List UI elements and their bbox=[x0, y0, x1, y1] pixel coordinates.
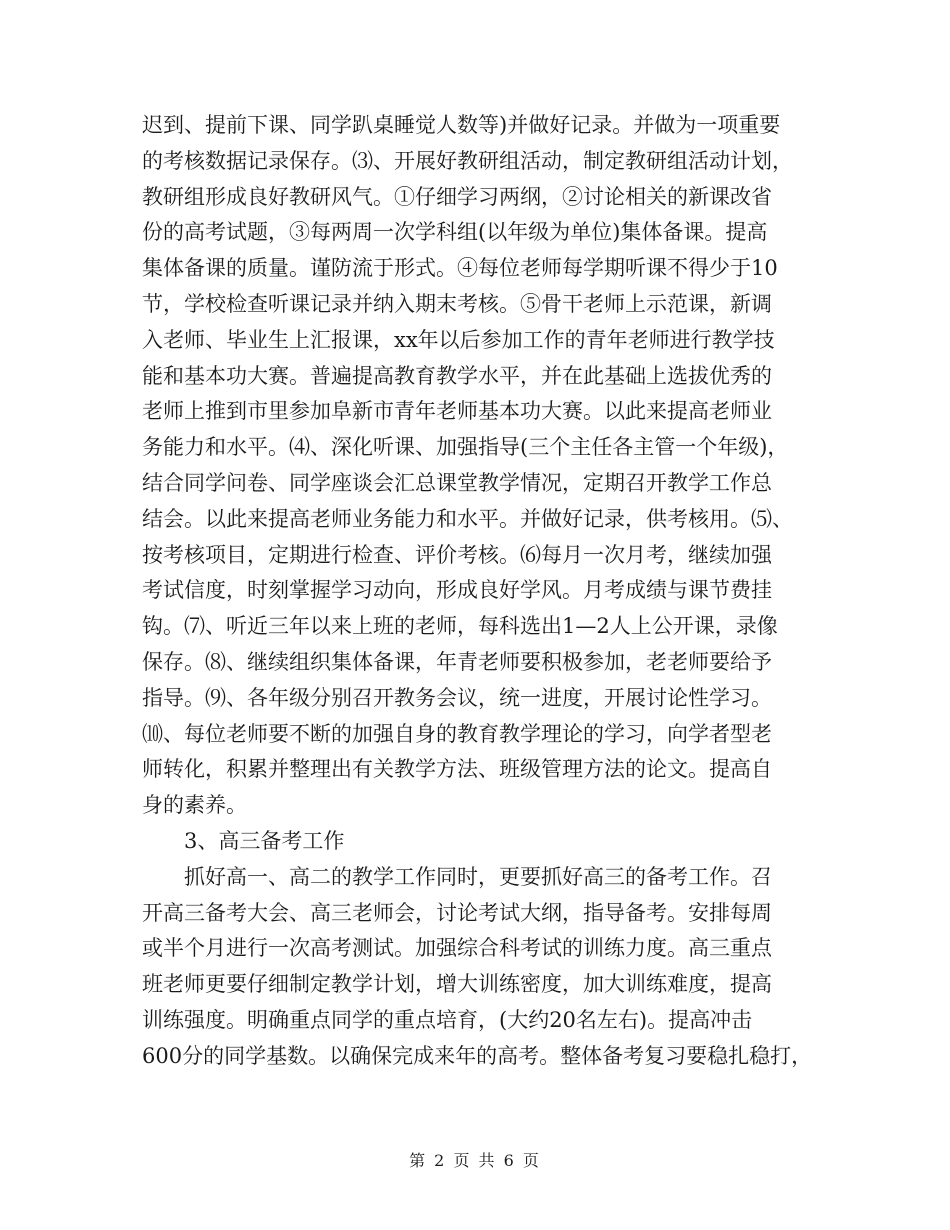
text-line: 务能力和水平。⑷、深化听课、加强指导(三个主任各主管一个年级)， bbox=[142, 435, 789, 460]
text-line: 班老师更要仔细制定教学计划，增大训练密度，加大训练难度，提高 bbox=[142, 972, 772, 997]
text-line: 训练强度。明确重点同学的重点培育，(大约20名左右)。提高冲击 bbox=[142, 1007, 753, 1032]
text-line: 迟到、提前下课、同学趴桌睡觉人数等)并做好记录。并做为一项重要 bbox=[142, 113, 781, 137]
text-line: 份的高考试题，③每两周一次学科组(以年级为单位)集体备课。提高 bbox=[142, 220, 768, 245]
page-number-footer: 第 2 页 共 6 页 bbox=[409, 1151, 541, 1170]
text-line: ⑽、每位老师要不断的加强自身的教育教学理论的学习，向学者型老 bbox=[142, 721, 772, 746]
text-line: 节，学校检查听课记录并纳入期末考核。⑤骨干老师上示范课，新调 bbox=[142, 291, 772, 316]
text-line: 或半个月进行一次高考测试。加强综合科考试的训练力度。高三重点 bbox=[142, 936, 772, 961]
text-line: 入老师、毕业生上汇报课，xx年以后参加工作的青年老师进行教学技 bbox=[142, 327, 775, 352]
text-line: 的考核数据记录保存。⑶、开展好教研组活动，制定教研组活动计划， bbox=[142, 148, 793, 173]
text-line: 师转化，积累并整理出有关教学方法、班级管理方法的论文。提高自 bbox=[142, 757, 772, 782]
text-line: 抓好高一、高二的教学工作同时，更要抓好高三的备考工作。召 bbox=[184, 864, 772, 889]
text-line: 按考核项目，定期进行检查、评价考核。⑹每月一次月考，继续加强 bbox=[142, 542, 772, 567]
text-line: 开高三备考大会、高三老师会，讨论考试大纲，指导备考。安排每周 bbox=[142, 900, 772, 925]
text-line: 集体备课的质量。谨防流于形式。④每位老师每学期听课不得少于10 bbox=[142, 256, 778, 281]
text-line: 身的素养。 bbox=[142, 793, 247, 818]
text-line: 结合同学问卷、同学座谈会汇总课堂教学情况，定期召开教学工作总 bbox=[142, 470, 772, 495]
section-heading: 3、高三备考工作 bbox=[184, 828, 345, 853]
text-line: 结会。以此来提高老师业务能力和水平。并做好记录，供考核用。⑸、 bbox=[142, 506, 793, 531]
text-line: 钩。⑺、听近三年以来上班的老师，每科选出1—2人上公开课，录像 bbox=[142, 614, 778, 639]
body-text bbox=[142, 108, 832, 1075]
text-line: 考试信度，时刻掌握学习动向，形成良好学风。月考成绩与课节费挂 bbox=[142, 578, 772, 603]
text-line: 指导。⑼、各年级分别召开教务会议，统一进度，开展讨论性学习。 bbox=[142, 685, 772, 710]
text-line: 能和基本功大赛。普遍提高教育教学水平，并在此基础上选拔优秀的 bbox=[142, 363, 772, 388]
text-line: 教研组形成良好教研风气。①仔细学习两纲，②讨论相关的新课改省 bbox=[142, 184, 772, 209]
text-line: 保存。⑻、继续组织集体备课，年青老师要积极参加，老老师要给予 bbox=[142, 649, 772, 674]
text-line: 600分的同学基数。以确保完成来年的高考。整体备考复习要稳扎稳打， bbox=[142, 1043, 813, 1068]
text-line: 老师上推到市里参加阜新市青年老师基本功大赛。以此来提高老师业 bbox=[142, 399, 772, 424]
